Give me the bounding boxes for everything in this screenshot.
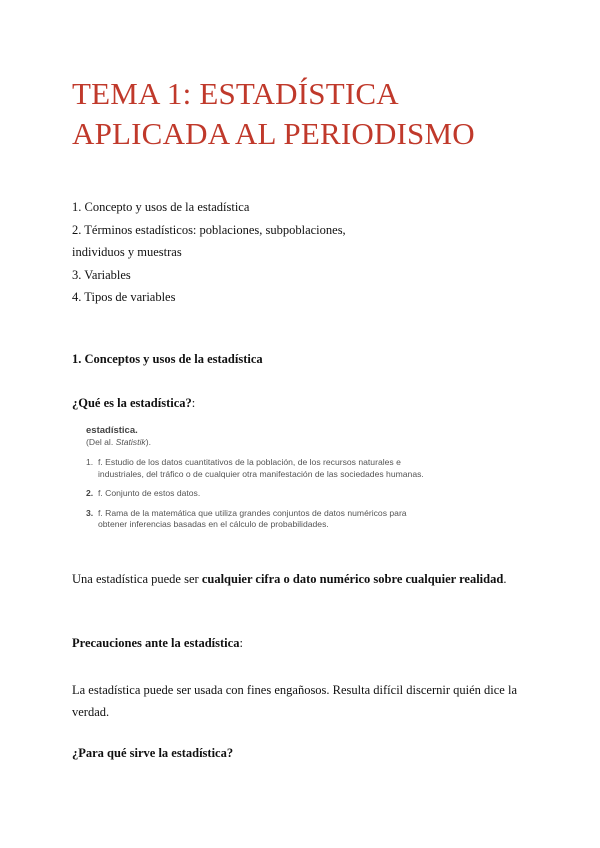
document-title: TEMA 1: ESTADÍSTICA APLICADA AL PERIODISMO	[72, 76, 475, 151]
question-heading	[72, 396, 195, 411]
toc-item: individuos y muestras	[72, 245, 182, 259]
question-heading: ¿Para qué sirve la estadística?	[72, 746, 234, 760]
dictionary-headword: estadística.	[86, 425, 138, 436]
table-of-contents	[72, 196, 346, 309]
definition-text: f. Rama de la matemática que utiliza grandes conjuntos de datos numéricos para obtener inferencias basadas en el cálculo de probabilidades.	[98, 507, 407, 529]
toc-item: 1. Concepto y usos de la estadística	[72, 200, 250, 214]
precautions-heading-text: Precauciones ante la estadística	[72, 636, 240, 650]
precautions-paragraph: La estadística puede ser usada con fines engañosos. Resulta difícil discernir quién dice la verdad.	[72, 683, 517, 719]
definition-number: 1.	[86, 457, 94, 467]
definition-text: f. Conjunto de estos datos.	[98, 488, 201, 498]
etymology-suffix: ).	[145, 436, 151, 447]
dictionary-excerpt	[86, 425, 426, 539]
definition-number: 2.	[86, 488, 94, 498]
definition-paragraph	[72, 568, 532, 590]
definition-text: f. Estudio de los datos cuantitativos de la población, de los recursos naturales e industriales, del tráfico o de cualquier otra manifestación de las sociedades humanas.	[98, 457, 424, 479]
etymology-word: Statistik	[115, 436, 146, 447]
toc-item: 4. Tipos de variables	[72, 290, 176, 304]
definition-number: 3.	[86, 507, 94, 518]
precautions-colon: :	[239, 636, 243, 650]
dictionary-definition	[86, 508, 426, 531]
etymology-prefix: (Del al.	[86, 436, 116, 447]
definition-emphasis: cualquier cifra o dato numérico sobre cualquier realidad	[201, 572, 504, 586]
dictionary-etymology	[86, 437, 426, 449]
section-heading: 1. Conceptos y usos de la estadística	[72, 352, 263, 366]
dictionary-definition	[86, 488, 426, 500]
definition-prefix: Una estadística puede ser	[72, 572, 202, 586]
definition-suffix: .	[503, 572, 507, 586]
toc-item: 3. Variables	[72, 267, 131, 282]
question-colon: :	[191, 396, 196, 410]
question-text: ¿Qué es la estadística?	[72, 396, 192, 410]
toc-item: 2. Términos estadísticos: poblaciones, subpoblaciones,	[72, 222, 346, 237]
precautions-heading	[72, 636, 243, 651]
dictionary-definition	[86, 457, 426, 480]
